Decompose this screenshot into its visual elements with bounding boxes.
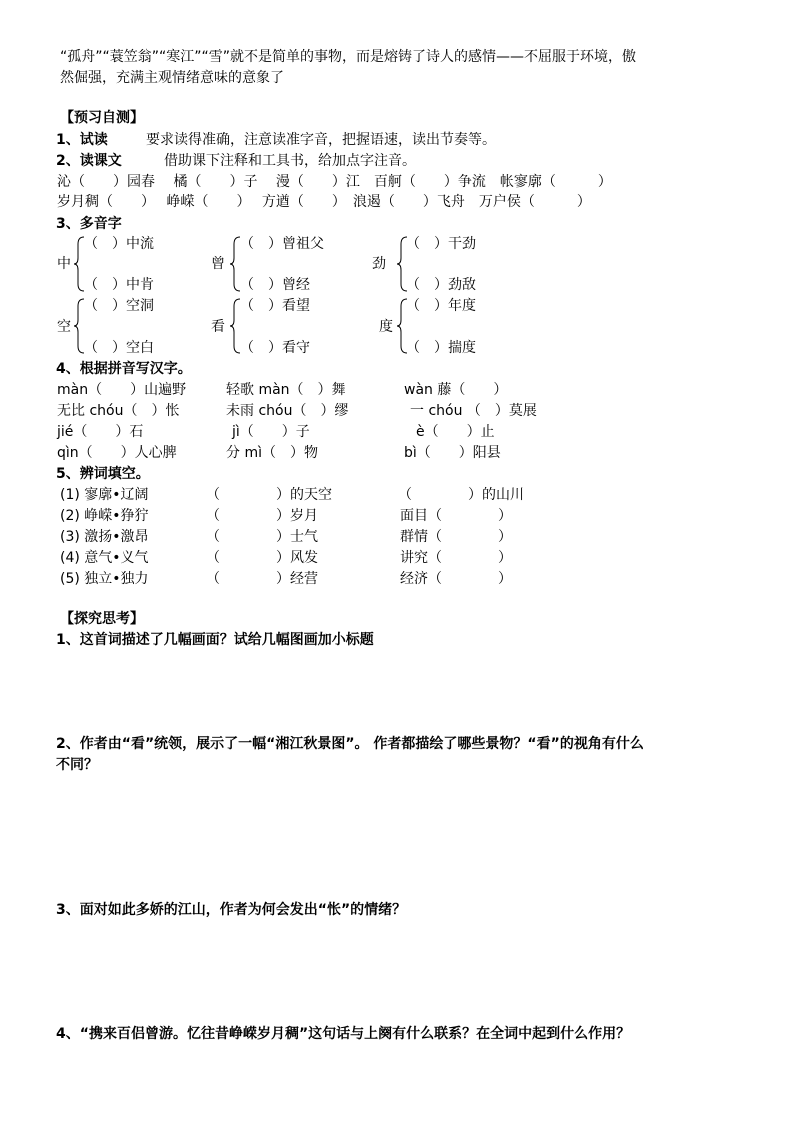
hanzi-item: 轻歌 màn（ ）舞: [226, 382, 346, 398]
fill-word-pair: (1) 寥廓•辽阔: [60, 487, 149, 503]
polyphone-top: （ ）年度: [406, 298, 476, 314]
polyphone-top: （ ）空洞: [84, 298, 154, 314]
preview-q3-label: 3、多音字: [56, 216, 122, 232]
hanzi-item: 未雨 chóu（ ）缪: [226, 403, 349, 419]
preview-q5-label: 5、辨词填空。: [56, 466, 150, 482]
fill-blank-1: （ ）经营: [206, 571, 318, 587]
intro-line-1: “孤舟”“蓑笠翁”“寒江”“雪”就不是简单的事物，而是熔铸了诗人的感情——不屈服于环境，傲: [60, 49, 637, 65]
polyphone-top: （ ）中流: [84, 236, 154, 252]
hanzi-item: 一 chóu （ ）莫展: [410, 403, 537, 419]
fill-blank-2: 面目（ ）: [400, 508, 512, 524]
preview-q2-label: 2、读课文: [56, 153, 122, 169]
polyphone-top: （ ）曾祖父: [240, 236, 324, 252]
fill-blank-2: （ ）的山川: [398, 487, 524, 503]
fill-word-pair: (3) 激扬•激昂: [60, 529, 149, 545]
fill-blank-1: （ ）的天空: [206, 487, 332, 503]
pinyin-row-2: 岁月稠（ ） 峥嵘（ ） 方遒（ ） 浪遏（ ）飞舟 万户侯（ ）: [57, 194, 591, 210]
intro-line-2: 然倔强，充满主观情绪意味的意象了: [60, 70, 284, 86]
preview-q1-label: 1、试读: [56, 132, 108, 148]
polyphone-char: 劲: [372, 256, 386, 272]
hanzi-item: wàn 藤（ ）: [404, 382, 508, 398]
fill-blank-2: 讲究（ ）: [400, 550, 512, 566]
pinyin-row-1: 沁（ ）园春 橘（ ）子 漫（ ）江 百舸（ ）争流 帐寥廓（ ）: [57, 174, 612, 190]
explore-question-3: 3、面对如此多娇的江山，作者为何会发出“怅”的情绪？: [56, 902, 407, 918]
polyphone-char: 度: [379, 319, 393, 335]
preview-q4-label: 4、根据拼音写汉字。: [56, 361, 192, 377]
polyphone-char: 空: [57, 319, 71, 335]
fill-blank-1: （ ）风发: [206, 550, 318, 566]
preview-heading: 【预习自测】: [60, 110, 144, 126]
explore-question-2-line-1: 2、作者由“看”统领，展示了一幅“湘江秋景图”。 作者都描绘了哪些景物？“看”的视角有什么: [56, 736, 644, 752]
polyphone-bottom: （ ）揣度: [406, 340, 476, 356]
hanzi-item: jié（ ）石: [57, 424, 144, 440]
polyphone-char: 中: [57, 256, 71, 272]
preview-q2-text: 借助课下注释和工具书，给加点字注音。: [164, 153, 416, 169]
polyphone-bottom: （ ）劲敌: [406, 277, 476, 293]
polyphone-bottom: （ ）曾经: [240, 277, 310, 293]
hanzi-item: 无比 chóu（ ）怅: [57, 403, 180, 419]
fill-word-pair: (2) 峥嵘•狰狞: [60, 508, 149, 524]
polyphone-top: （ ）干劲: [406, 236, 476, 252]
fill-blank-1: （ ）岁月: [206, 508, 318, 524]
preview-q1-text: 要求读得准确，注意读准字音，把握语速，读出节奏等。: [146, 132, 496, 148]
explore-heading: 【探究思考】: [60, 611, 144, 627]
explore-question-2-line-2: 不同？: [56, 757, 98, 773]
polyphone-top: （ ）看望: [240, 298, 310, 314]
polyphone-char: 曾: [211, 256, 225, 272]
fill-blank-1: （ ）士气: [206, 529, 318, 545]
hanzi-item: è（ ）止: [416, 424, 495, 440]
fill-word-pair: (5) 独立•独力: [60, 571, 149, 587]
fill-blank-2: 经济（ ）: [400, 571, 512, 587]
polyphone-bottom: （ ）中肯: [84, 277, 154, 293]
hanzi-item: 分 mì（ ）物: [226, 445, 318, 461]
polyphone-char: 看: [211, 319, 225, 335]
hanzi-item: qìn（ ）人心脾: [57, 445, 177, 461]
fill-blank-2: 群情（ ）: [400, 529, 512, 545]
explore-question-4: 4、“携来百侣曾游。忆往昔峥嵘岁月稠”这句话与上阕有什么联系？在全词中起到什么作用？: [56, 1026, 631, 1042]
explore-question-1: 1、这首词描述了几幅画面？试给几幅图画加小标题: [56, 632, 374, 648]
polyphone-bottom: （ ）看守: [240, 340, 310, 356]
hanzi-item: bì（ ）阳县: [404, 445, 501, 461]
hanzi-item: màn（ ）山遍野: [57, 382, 187, 398]
polyphone-bottom: （ ）空白: [84, 340, 154, 356]
hanzi-item: jì（ ）子: [232, 424, 310, 440]
fill-word-pair: (4) 意气•义气: [60, 550, 149, 566]
